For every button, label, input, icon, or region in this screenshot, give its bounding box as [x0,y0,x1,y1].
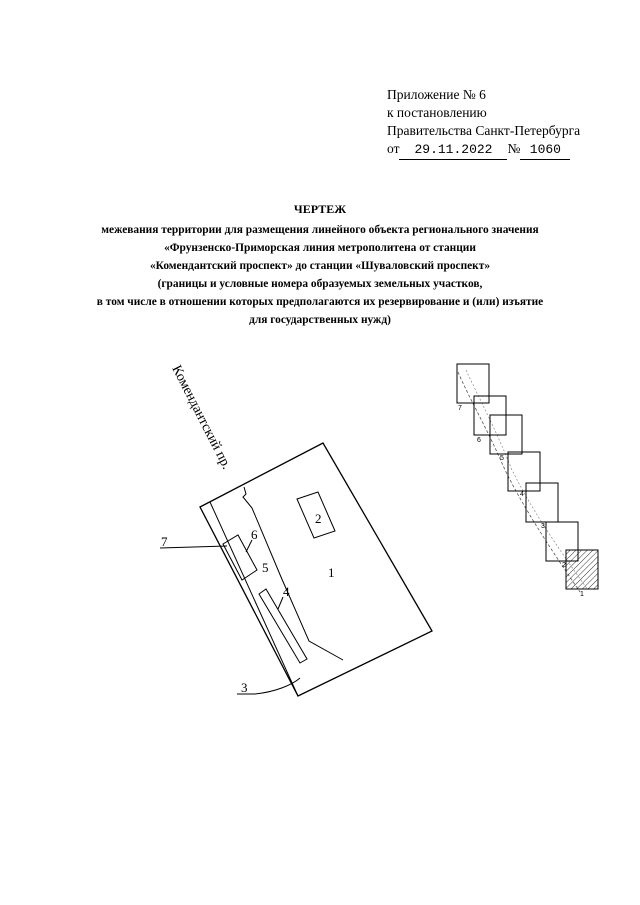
sheet-label-7: 7 [458,405,462,412]
plot-label-1: 1 [328,565,335,580]
document-date: 29.11.2022 [399,141,507,160]
title-line-4: (границы и условные номера образуемых земельных участков, [157,278,483,290]
plot-label-5: 5 [262,560,269,575]
title-line-6: для государственных нужд) [249,314,391,326]
main-plan [160,443,432,696]
street-label: Комендантский пр. [168,363,234,472]
document-number: 1060 [520,141,570,160]
plot-label-4: 4 [283,584,290,599]
overview-map [457,364,598,598]
title-line-3: «Комендантский проспект» до станции «Шуваловский проспект» [149,260,491,272]
title-line-1: межевания территории для размещения линейного объекта регионального значения [101,224,539,236]
sheet-7 [457,364,489,403]
sheet-label-4: 4 [520,491,524,498]
title-line-5: в том числе в отношении которых предполагаются их резервирование и (или) изъятие [96,296,544,308]
appendix-line-3: Правительства Санкт-Петербурга [387,123,581,138]
sheet-label-2: 2 [562,562,566,569]
title-line-2: «Фрунзенско-Приморская линия метрополитена от станции [164,242,476,254]
number-prefix: № [507,141,521,156]
page-title: ЧЕРТЕЖ [293,202,347,216]
appendix-line-1: Приложение № 6 [387,87,486,102]
sheet-label-5: 5 [500,455,504,462]
date-prefix: от [387,141,400,156]
plot-label-3: 3 [241,680,248,695]
plot-label-7: 7 [161,534,168,549]
plot-1-boundary [200,443,432,696]
plot-label-6: 6 [251,527,258,542]
sheet-label-6: 6 [477,437,481,444]
sheet-label-1: 1 [580,591,584,598]
leader-7 [160,546,227,548]
plot-label-2: 2 [315,511,322,526]
appendix-line-2: к постановлению [387,105,487,120]
route-line [458,372,580,592]
sheet-label-3: 3 [541,523,545,530]
sheet-2 [566,550,598,589]
